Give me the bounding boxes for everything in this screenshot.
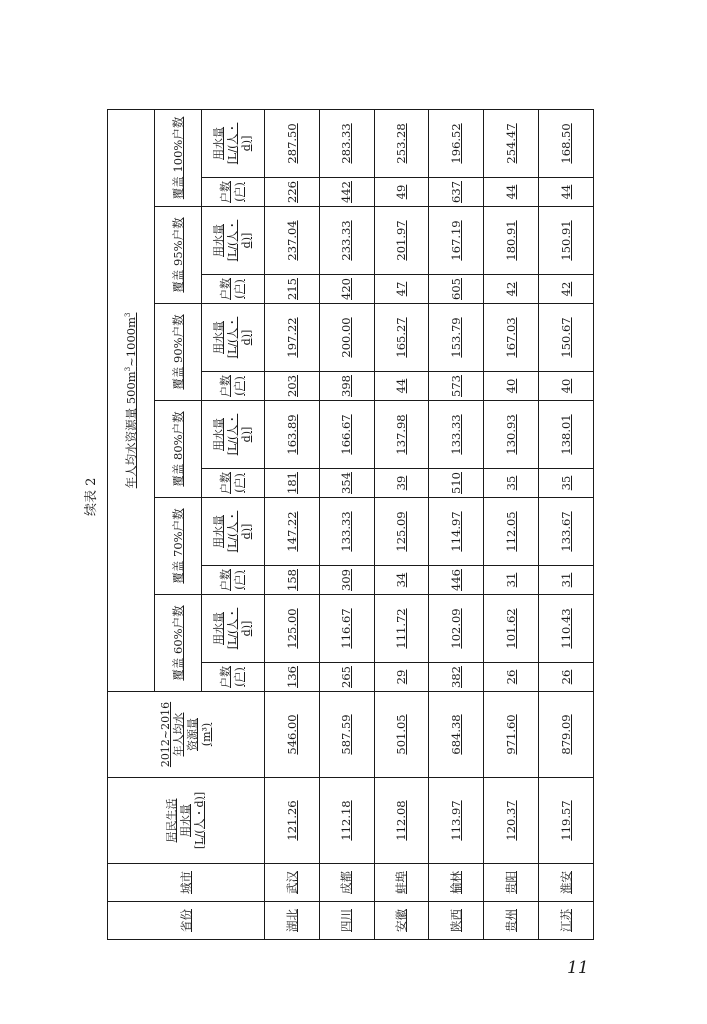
header-line: 户数 [219,375,233,397]
water-use-cell [539,778,594,864]
usage-cell [319,595,374,663]
header-line: [L/(人・ [226,219,240,262]
province-cell-value: 贵州 [503,909,518,932]
usage-cell [539,109,594,177]
households-cell-value: 442 [339,181,354,203]
households-cell [484,663,539,692]
households-cell-value: 203 [284,375,299,397]
households-cell [429,566,484,595]
households-header [202,663,265,692]
coverage-group-label: 覆盖 100%户数 [170,116,185,200]
households-cell-value: 44 [394,378,409,394]
city-cell-value: 贵阳 [503,871,518,894]
usage-cell [539,304,594,372]
province-cell [265,902,320,940]
usage-cell-value: 125.00 [284,608,299,649]
households-cell-value: 47 [394,281,409,297]
households-cell [374,275,429,304]
resource-cell [484,692,539,778]
usage-cell-value: 150.91 [558,220,573,261]
header-line: 用水量 [212,612,226,645]
usage-cell [265,401,320,469]
households-cell [429,663,484,692]
households-cell-value: 26 [558,669,573,685]
header-line: [L/(人・ [226,316,240,359]
header-line: [L/(人・ [226,607,240,650]
province-cell-value: 四川 [339,909,354,932]
usage-cell-value: 201.97 [394,220,409,261]
households-header [202,275,265,304]
households-cell-value: 49 [394,184,409,200]
usage-cell [319,498,374,566]
households-cell-value: 26 [503,669,518,685]
province-cell [319,902,374,940]
header-line: (m³) [199,722,213,747]
households-cell-value: 605 [449,278,464,300]
city-cell [429,864,484,902]
households-cell-value: 42 [558,281,573,297]
province-header: 省份 [108,902,265,940]
households-cell-value: 29 [394,669,409,685]
coverage-group-header [155,401,202,498]
table-caption: 续表 2 [84,477,99,516]
households-header [202,372,265,401]
usage-cell [374,498,429,566]
usage-cell-value: 114.97 [449,511,464,552]
water-use-cell-value: 113.97 [449,800,464,841]
resource-cell [319,692,374,778]
households-cell [319,663,374,692]
coverage-group-label: 覆盖 70%户数 [170,508,185,584]
header-line: 资源量 [186,718,199,751]
province-cell [429,902,484,940]
usage-cell-value: 200.00 [339,317,354,358]
usage-header [202,498,265,566]
households-cell [374,178,429,207]
households-cell [319,275,374,304]
usage-cell [374,401,429,469]
households-cell-value: 382 [449,666,464,688]
households-cell [429,178,484,207]
households-cell [265,275,320,304]
water-use-cell [374,778,429,864]
usage-cell-value: 147.22 [284,511,299,552]
header-line: d)] [239,426,253,443]
header-line: [L/(人・d)] [192,791,206,850]
province-cell [484,902,539,940]
usage-cell [539,207,594,275]
usage-cell [319,109,374,177]
households-cell [265,372,320,401]
city-cell-value: 榆林 [449,871,464,894]
households-cell-value: 34 [394,572,409,588]
households-cell-value: 354 [339,472,354,494]
households-cell [374,372,429,401]
usage-cell [484,207,539,275]
households-cell [319,566,374,595]
usage-header [202,207,265,275]
province-cell-value: 江苏 [558,909,573,932]
header-line: d)] [239,232,253,249]
water-use-cell-value: 119.57 [558,800,573,841]
households-cell-value: 398 [339,375,354,397]
province-cell-value: 湖北 [284,909,299,932]
usage-cell [319,401,374,469]
resource-cell [429,692,484,778]
households-cell-value: 35 [558,475,573,491]
city-cell-value: 蚌埠 [394,871,409,894]
households-cell-value: 31 [558,572,573,588]
header-line: (户) [233,570,246,590]
header-line: 用水量 [212,515,226,548]
households-cell [539,372,594,401]
usage-cell [265,304,320,372]
usage-cell [429,109,484,177]
city-cell-value: 武汉 [284,871,299,894]
water-use-cell-value: 120.37 [503,800,518,841]
usage-cell-value: 111.72 [394,608,409,649]
households-cell [374,663,429,692]
households-header [202,178,265,207]
households-cell [484,469,539,498]
header-line: 用水量 [179,804,193,837]
usage-cell-value: 254.47 [503,123,518,164]
city-cell-value: 成都 [339,871,354,894]
usage-cell-value: 166.67 [339,414,354,455]
usage-cell-value: 197.22 [284,317,299,358]
households-cell-value: 215 [284,278,299,300]
resource-header [108,692,265,778]
province-cell-value: 陕西 [449,909,464,932]
header-line: (户) [233,376,246,396]
coverage-group-label: 覆盖 90%户数 [170,314,185,390]
coverage-group-header [155,207,202,304]
resource-cell [539,692,594,778]
households-cell-value: 510 [449,472,464,494]
usage-cell-value: 133.67 [558,511,573,552]
households-header [202,469,265,498]
usage-cell-value: 237.04 [284,220,299,261]
households-cell [319,178,374,207]
resource-cell-value: 684.38 [449,714,464,755]
usage-cell [429,304,484,372]
households-cell-value: 31 [503,572,518,588]
header-line: d)] [239,329,253,346]
households-cell-value: 420 [339,278,354,300]
resource-cell-value: 501.05 [394,714,409,755]
households-cell-value: 226 [284,181,299,203]
usage-cell-value: 101.62 [503,608,518,649]
households-cell [539,469,594,498]
households-cell [319,372,374,401]
households-header [202,566,265,595]
households-cell [265,566,320,595]
province-cell-value: 安徽 [394,909,409,932]
usage-cell-value: 287.50 [284,123,299,164]
resource-range-prefix: 年人均水资源量 500m [123,371,138,489]
coverage-group-header [155,595,202,692]
households-cell [484,566,539,595]
households-cell [429,469,484,498]
header-line: 居民生活 [165,798,179,843]
header-line: (户) [233,279,246,299]
households-cell-value: 44 [503,184,518,200]
water-use-cell [484,778,539,864]
header-line: 户数 [219,569,233,591]
header-line: (户) [233,667,246,687]
usage-cell [374,109,429,177]
resource-cell-value: 587.59 [339,714,354,755]
header-line: 年人均水 [172,712,186,757]
water-use-cell-value: 112.08 [394,800,409,841]
resource-cell-value: 971.60 [503,714,518,755]
households-cell [539,566,594,595]
header-line: 用水量 [212,126,226,160]
header-line: 户数 [219,181,233,203]
city-cell [484,864,539,902]
households-cell-value: 136 [284,666,299,688]
resource-range-sup-1: 3 [123,366,132,372]
usage-cell-value: 130.93 [503,414,518,455]
usage-cell [484,498,539,566]
usage-header [202,304,265,372]
header-line: 用水量 [212,224,226,257]
usage-cell [265,109,320,177]
header-line: 2012~2016 [158,701,172,768]
usage-cell [484,595,539,663]
households-cell-value: 446 [449,569,464,591]
usage-cell-value: 165.27 [394,317,409,358]
households-cell [265,469,320,498]
city-cell [319,864,374,902]
households-cell [374,566,429,595]
households-cell-value: 40 [558,378,573,394]
usage-cell-value: 196.52 [449,123,464,164]
resource-cell [265,692,320,778]
households-cell-value: 158 [284,569,299,591]
usage-cell [319,304,374,372]
province-cell [374,902,429,940]
usage-cell-value: 168.50 [558,123,573,164]
coverage-group-header [155,498,202,595]
usage-cell [265,498,320,566]
city-cell [374,864,429,902]
usage-cell [429,595,484,663]
usage-cell-value: 233.33 [339,220,354,261]
header-line: [L/(人・ [226,413,240,456]
households-cell-value: 573 [449,375,464,397]
households-cell-value: 637 [449,181,464,203]
usage-cell [539,595,594,663]
usage-cell-value: 116.67 [339,608,354,649]
usage-cell-value: 102.09 [449,608,464,649]
usage-cell [539,498,594,566]
usage-cell [429,401,484,469]
city-header: 城市 [108,864,265,902]
households-cell-value: 35 [503,475,518,491]
usage-cell-value: 163.89 [284,414,299,455]
households-cell-value: 309 [339,569,354,591]
resource-range-mid: ~1000m [123,317,138,367]
usage-cell-value: 167.03 [503,317,518,358]
usage-cell [374,207,429,275]
header-line: d)] [239,620,253,637]
header-line: 用水量 [212,321,226,354]
resource-cell [374,692,429,778]
usage-header [202,109,265,177]
header-line: 户数 [219,472,233,494]
usage-cell-value: 180.91 [503,220,518,261]
usage-cell-value: 253.28 [394,123,409,164]
usage-cell-value: 150.67 [558,317,573,358]
table-row [374,109,429,939]
households-cell [265,663,320,692]
usage-cell-value: 283.33 [339,123,354,164]
usage-cell [484,109,539,177]
households-cell-value: 40 [503,378,518,394]
households-cell [484,275,539,304]
households-cell [539,663,594,692]
households-cell [539,178,594,207]
usage-cell-value: 138.01 [558,414,573,455]
usage-cell-value: 167.19 [449,220,464,261]
households-cell-value: 42 [503,281,518,297]
header-line: [L/(人・ [226,510,240,553]
usage-cell [484,401,539,469]
table-row [429,109,484,939]
water-use-cell [265,778,320,864]
water-use-cell [429,778,484,864]
usage-cell-value: 110.43 [558,608,573,649]
header-line: d)] [239,135,253,152]
usage-cell-value: 153.79 [449,317,464,358]
usage-cell-value: 133.33 [449,414,464,455]
coverage-group-label: 覆盖 60%户数 [170,605,185,681]
page-number: 11 [567,958,589,978]
table-row [265,109,320,939]
city-cell [539,864,594,902]
coverage-group-header [155,109,202,206]
water-use-cell-value: 112.18 [339,800,354,841]
usage-cell [429,498,484,566]
water-use-header [108,778,265,864]
table-row [539,109,594,939]
usage-cell-value: 112.05 [503,511,518,552]
resource-range-header [108,109,155,691]
usage-header [202,401,265,469]
header-line: (户) [233,473,246,493]
header-line: 户数 [219,278,233,300]
usage-cell [319,207,374,275]
table-row [484,109,539,939]
coverage-group-label: 覆盖 80%户数 [170,411,185,487]
households-cell-value: 44 [558,184,573,200]
usage-cell-value: 133.33 [339,511,354,552]
households-cell-value: 181 [284,472,299,494]
water-use-cell [319,778,374,864]
households-cell [429,372,484,401]
usage-cell [374,304,429,372]
header-line: (户) [233,182,246,202]
households-cell [429,275,484,304]
households-cell [319,469,374,498]
coverage-group-label: 覆盖 95%户数 [170,217,185,293]
resource-cell-value: 879.09 [558,714,573,755]
table-row [319,109,374,939]
usage-cell [539,401,594,469]
city-cell-value: 淮安 [558,871,573,894]
households-cell [484,372,539,401]
usage-cell [484,304,539,372]
usage-cell [265,595,320,663]
usage-header [202,595,265,663]
households-cell [374,469,429,498]
data-table-container [107,110,594,940]
households-cell-value: 39 [394,475,409,491]
usage-cell-value: 125.09 [394,511,409,552]
water-usage-table [107,109,594,940]
water-use-cell-value: 121.26 [284,800,299,841]
households-cell [539,275,594,304]
province-cell [539,902,594,940]
households-cell [265,178,320,207]
resource-range-sup-2: 3 [123,312,132,318]
header-line: [L/(人・ [226,122,240,165]
usage-cell [429,207,484,275]
usage-cell [265,207,320,275]
usage-cell [374,595,429,663]
header-line: d)] [239,523,253,540]
header-line: 户数 [219,666,233,688]
header-line: 用水量 [212,418,226,451]
households-cell [484,178,539,207]
city-cell [265,864,320,902]
coverage-group-header [155,304,202,401]
resource-cell-value: 546.00 [284,714,299,755]
usage-cell-value: 137.98 [394,414,409,455]
households-cell-value: 265 [339,666,354,688]
